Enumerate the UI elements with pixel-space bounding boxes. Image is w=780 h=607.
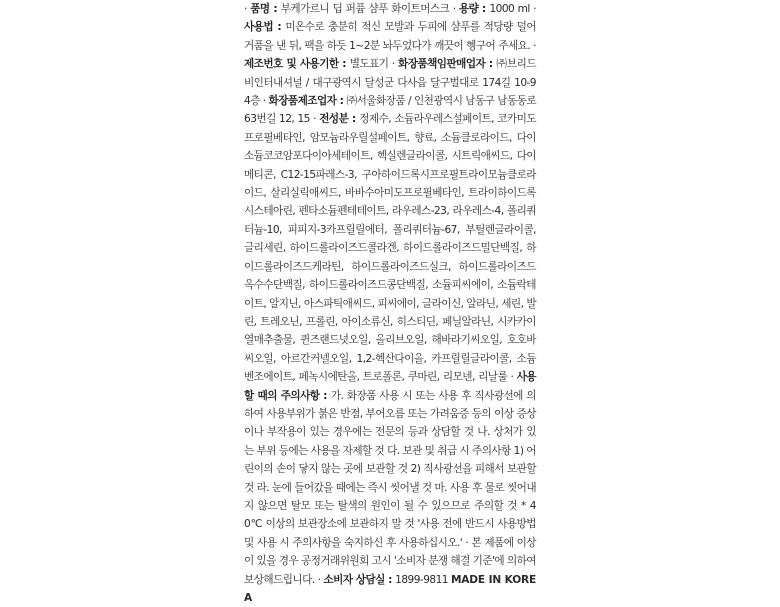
- seller-value: ㈜브리드비인터내셔널 / 대구광역시 달성군 다사읍 달구벌대로 174길 10-9 4층: [244, 58, 536, 108]
- manufacturer-key: 화장품제조업자: [268, 95, 337, 108]
- label-paragraph: · 품명 : 부케가르니 딥 퍼퓸 샴푸 화이트머스크 · 용량 : 1000 ml · 사용법 : 미온수로 충분히 적신 모발과 두피에 샴푸를 적당량 덜어 거품을 낸 뒤, 팩을 하듯 1~2분 놔두었다가 깨끗이 헹구어 주세요. · 제조번호 및 사용기한 : 별도표기 · 화장품책임판매업자 : ㈜브리드비인터내셔널 / 대구광역시 달성군 다사읍 달구벌대로 174길 10-9 4층 · 화장품제조업자 : ㈜서울화장품 / 인천광역시 남동구 남동동로63번길 12, 15 · 전성분 : 정제수, 소듐라우레스설페이트, 코카미도프로필베타인, 암모늄라우릴설페이트, 향료, 소듐클로라이드, 다이소듐코코암포다이아세테이트, 헥실렌글라이콜, 시트릭애씨드, 다이메티콘, C12-15파레스-3, 구아하이드록시프로필트라이모늄클로라이드, 살리실릭애씨드, 바바수아미도프로필베타인, 트라이하이드록시스테아린, 펜타소듐펜테테이트, 라우레스-23, 라우레스-4, 폴리쿼터늄-10, 피피지-3카프릴릴에터, 폴리쿼터늄-67, 부틸렌글라이콜, 글리세린, 하이드롤라이즈드콜라겐, 하이드롤라이즈드밀단백질, 하이드롤라이즈드케라틴, 하이드롤라이즈드실크, 하이드롤라이즈드옥수수단백질, 하이드롤라이즈드콩단백질, 소듐피씨에이, 소듐락테이트, 알지닌, 아스파틱애씨드, 피씨에이, 글라이신, 알라닌, 세린, 발린, 트레오닌, 프롤린, 아이소류신, 히스티딘, 페닐알라닌, 시카카이열매추출물, 퀸즈랜드넛오일, 올리브오일, 해바라기씨오일, 호호바씨오일, 아르간커넬오일, 1,2-헥산다이올, 카프릴릴글라이콜, 소듐벤조에이트, 페녹시에탄올, 트로폴론, 쿠마린, 리모넨, 리날룰 · 사용할 때의 주의사항 : 가. 화장품 사용 시 또는 사용 후 직사광선에 의하여 사용부위가 붉은 반점, 부어오름 또는 가려움증 등의 이상 증상이나 부작용이 있는 경우에는 전문의 등과 상담할 것 나. 상처가 있는 부위 등에는 사용을 자제할 것 다. 보관 및 취급 시 주의사항 1) 어린이의 손이 닿지 않는 곳에 보관할 것 2) 직사광선을 피해서 보관할 것 라. 눈에 들어갔을 때에는 즉시 씻어낼 것 마. 사용 후 물로 씻어내지 않으면 탈모 또는 탈색의 원인이 될 수 있으므로 주의할 것 * 40℃ 이상의 보관장소에 보관하지 말 것 '사용 전에 반드시 사용방법 및 사용 시 주의사항을 숙지하신 후 사용하십시오.' · 본 제품에 이상이 있을 경우 공정거래위원회 고시 '소비자 분쟁 해결 기준'에 의하여 보상해드립니다. · 소비자 상담실 : 1899-9811 MADE IN KOREA: [244, 3, 537, 604]
- consumer-center-key: 소비자 상담실: [323, 573, 385, 586]
- manufacturing-no-key: 제조번호 및 사용기한: [244, 58, 339, 71]
- product-name-key: 품명: [250, 3, 270, 15]
- precautions-key: 사용할 때의 주의사항: [244, 371, 536, 402]
- manufacturer-value: ㈜서울화장품 / 인천광역시 남동구 남동동로63번길 12, 15: [244, 95, 537, 126]
- volume-key: 용량: [458, 3, 479, 15]
- ingredients-value: 정제수, 소듐라우레스설페이트, 코카미도프로필베타인, 암모늄라우릴설페이트, 향료, 소듐클로라이드, 다이소듐코코암포다이아세테이트, 헥실렌글라이콜, 시트릭애씨드, 다이메티콘, C12-15파레스-3, 구아하이드록시프로필트라이모늄클로라이드, 살리실릭애씨드, 바바수아미도프로필베타인, 트라이하이드록시스테아린, 펜타소듐펜테테이트, 라우레스-23, 라우레스-4, 폴리쿼터늄-10, 피피지-3카프릴릴에터, 폴리쿼터늄-67, 부틸렌글라이콜, 글리세린, 하이드롤라이즈드콜라겐, 하이드롤라이즈드밀단백질, 하이드롤라이즈드케라틴, 하이드롤라이즈드실크, 하이드롤라이즈드옥수수단백질, 하이드롤라이즈드콩단백질, 소듐피씨에이, 소듐락테이트, 알지닌, 아스파틱애씨드, 피씨에이, 글라이신, 알라닌, 세린, 발린, 트레오닌, 프롤린, 아이소류신, 히스티딘, 페닐알라닌, 시카카이열매추출물, 퀸즈랜드넛오일, 올리브오일, 해바라기씨오일, 호호바씨오일, 아르간커넬오일, 1,2-헥산다이올, 카프릴릴글라이콜, 소듐벤조에이트, 페녹시에탄올, 트로폴론, 쿠마린, 리모넨, 리날룰: [244, 113, 537, 384]
- notice-text: 본 제품에 이상이 있을 경우 공정거래위원회 고시 '소비자 분쟁 해결 기준'에 의하여 보상해드립니다.: [244, 536, 536, 586]
- consumer-center-value: 1899-9811: [395, 573, 448, 586]
- seller-key: 화장품책임판매업자: [398, 58, 486, 71]
- usage-key: 사용법: [244, 21, 274, 34]
- volume-value: 1000 ml: [489, 3, 530, 15]
- manufacturing-no-value: 별도표기: [349, 58, 389, 71]
- usage-value: 미온수로 충분히 적신 모발과 두피에 샴푸를 적당량 덜어 거품을 낸 뒤, 팩을 하듯 1~2분 놔두었다가 깨끗이 헹구어 주세요.: [244, 21, 536, 52]
- precautions-value: 가. 화장품 사용 시 또는 사용 후 직사광선에 의하여 사용부위가 붉은 반점, 부어오름 또는 가려움증 등의 이상 증상이나 부작용이 있는 경우에는 전문의 등과 상담할 것 나. 상처가 있는 부위 등에는 사용을 자제할 것 다. 보관 및 취급 시 주의사항 1) 어린이의 손이 닿지 않는 곳에 보관할 것 2) 직사광선을 피해서 보관할 것 라. 눈에 들어갔을 때에는 즉시 씻어낼 것 마. 사용 후 물로 씻어내지 않으면 탈모 또는 탈색의 원인이 될 수 있으므로 주의할 것 * 40℃ 이상의 보관장소에 보관하지 말 것 '사용 전에 반드시 사용방법 및 사용 시 주의사항을 숙지하신 후 사용하십시오.': [244, 389, 537, 549]
- product-label-text: [244, 0, 537, 604]
- ingredients-key: 전성분: [319, 113, 349, 126]
- product-name-value: 부케가르니 딥 퍼퓸 샴푸 화이트머스크: [280, 3, 450, 15]
- origin-text: MADE IN KOREA: [244, 573, 536, 604]
